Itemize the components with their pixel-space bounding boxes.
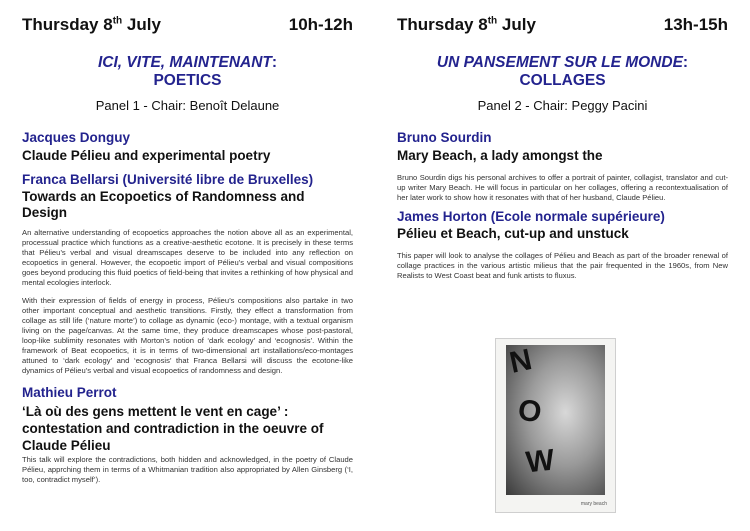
talk-title: Pélieu et Beach, cut-up and unstuck — [397, 226, 629, 241]
collage-letter: N — [506, 343, 535, 380]
speaker-name: Franca Bellarsi (Université libre de Bruxelles) — [22, 172, 314, 187]
session-header-left — [22, 0, 353, 44]
left-column — [22, 0, 353, 490]
panel-title-right: UN PANSEMENT SUR LE MONDE: COLLAGES — [436, 54, 689, 89]
speaker-name: James Horton (Ecole normale supérieure) — [397, 209, 665, 224]
talk-title: Towards an Ecopoetics of Randomness and Design — [22, 189, 305, 220]
speaker-name: Bruno Sourdin — [397, 130, 492, 145]
talk-abstract: Bruno Sourdin digs his personal archives to offer a portrait of painter, collagist, translator and cut-up writer Mary Beach. He will focus in particular on her collages, offering a recontextualisation of her later work to show how it resonates with that of her husband, Claude Pélieu. — [397, 173, 728, 202]
collage-caption: mary beach — [580, 501, 607, 507]
talk-abstract: This paper will look to analyse the collages of Pélieu and Beach as part of the broader renewal of collage practices in the various artistic milieus that the pair frequented in the 1960s, from New Realists to West Coast beat and funk artists to fluxus. — [397, 251, 728, 280]
session-time-right: 13h-15h — [663, 15, 728, 34]
session-time-left: 10h-12h — [288, 15, 353, 34]
talk-sourdin — [397, 130, 728, 203]
talk-abstract: An alternative understanding of ecopoetics approaches the notion above all as an experimental, processual practice which functions as a creative-aesthetic ecotone. It is precisely in these terms that Pélieu’s verbal and visual dreamscapes deserve to be included into any reflection on ecopoetics in general. However, the ecopoetic import of Pélieu’s verbal and visual compositions goes beyond producing this fluid poetics of field-being that invites a rethinking of how physical and mental ecologies interlock. With their expression of fields of energy in process, Pélieu’s compositions also partake in two other important conceptual and aesthetic transitions. Firstly, they effect a transformation from collage as still life (‘nature morte’) to collage as dynamic (eco-) montage, with a textual organism living on the page/canvas. At the same time, they produce dreamscapes whose post-pastoral, loop-like sublimity resonates with Morton’s notion of ‘dark ecology’ and ‘ecognosis’. Within the framework of Beat ecopoetics, it is in terms of two-dimensional art installations/eco-montages attuned to ‘dark ecology’ and ‘ecognosis’ that Franca Bellarsi will discuss the ecotone-like dynamics of Pélieu’s verbal and visual ecopoetics of randomness and design. — [22, 228, 353, 375]
panel-chair-right: Panel 2 - Chair: Peggy Pacini — [477, 98, 648, 113]
collage-image — [495, 338, 616, 513]
session-day-left: Thursday 8th July — [22, 15, 161, 34]
talk-abstract: This talk will explore the contradictions, both hidden and acknowledged, in the poetry of Claude Pélieu, apprching them in terms of a Whitmanian tradition also appropriated by Allen Ginsberg (‘I, too, contradict myself’). — [22, 455, 353, 484]
panel-title-left: ICI, VITE, MAINTENANT: POETICS — [97, 54, 278, 89]
panel-chair-left: Panel 1 - Chair: Benoît Delaune — [95, 98, 280, 113]
talk-title: Claude Pélieu and experimental poetry — [22, 148, 271, 163]
session-day-right: Thursday 8th July — [397, 15, 536, 34]
talk-perrot — [22, 385, 353, 485]
speaker-name: Jacques Donguy — [22, 130, 131, 145]
collage-letter: O — [515, 393, 544, 430]
talk-title: ‘Là où des gens mettent le vent en cage’ : contestation and contradiction in the oeuvre of Claude Pélieu — [22, 404, 324, 453]
collage-letter: W — [524, 443, 556, 480]
talk-title: Mary Beach, a lady amongst the — [397, 148, 603, 163]
talk-donguy — [22, 130, 353, 164]
talk-horton — [397, 209, 728, 281]
talk-bellarsi — [22, 172, 353, 376]
right-column — [397, 0, 728, 286]
session-header-right — [397, 0, 728, 44]
speaker-name: Mathieu Perrot — [22, 385, 117, 400]
